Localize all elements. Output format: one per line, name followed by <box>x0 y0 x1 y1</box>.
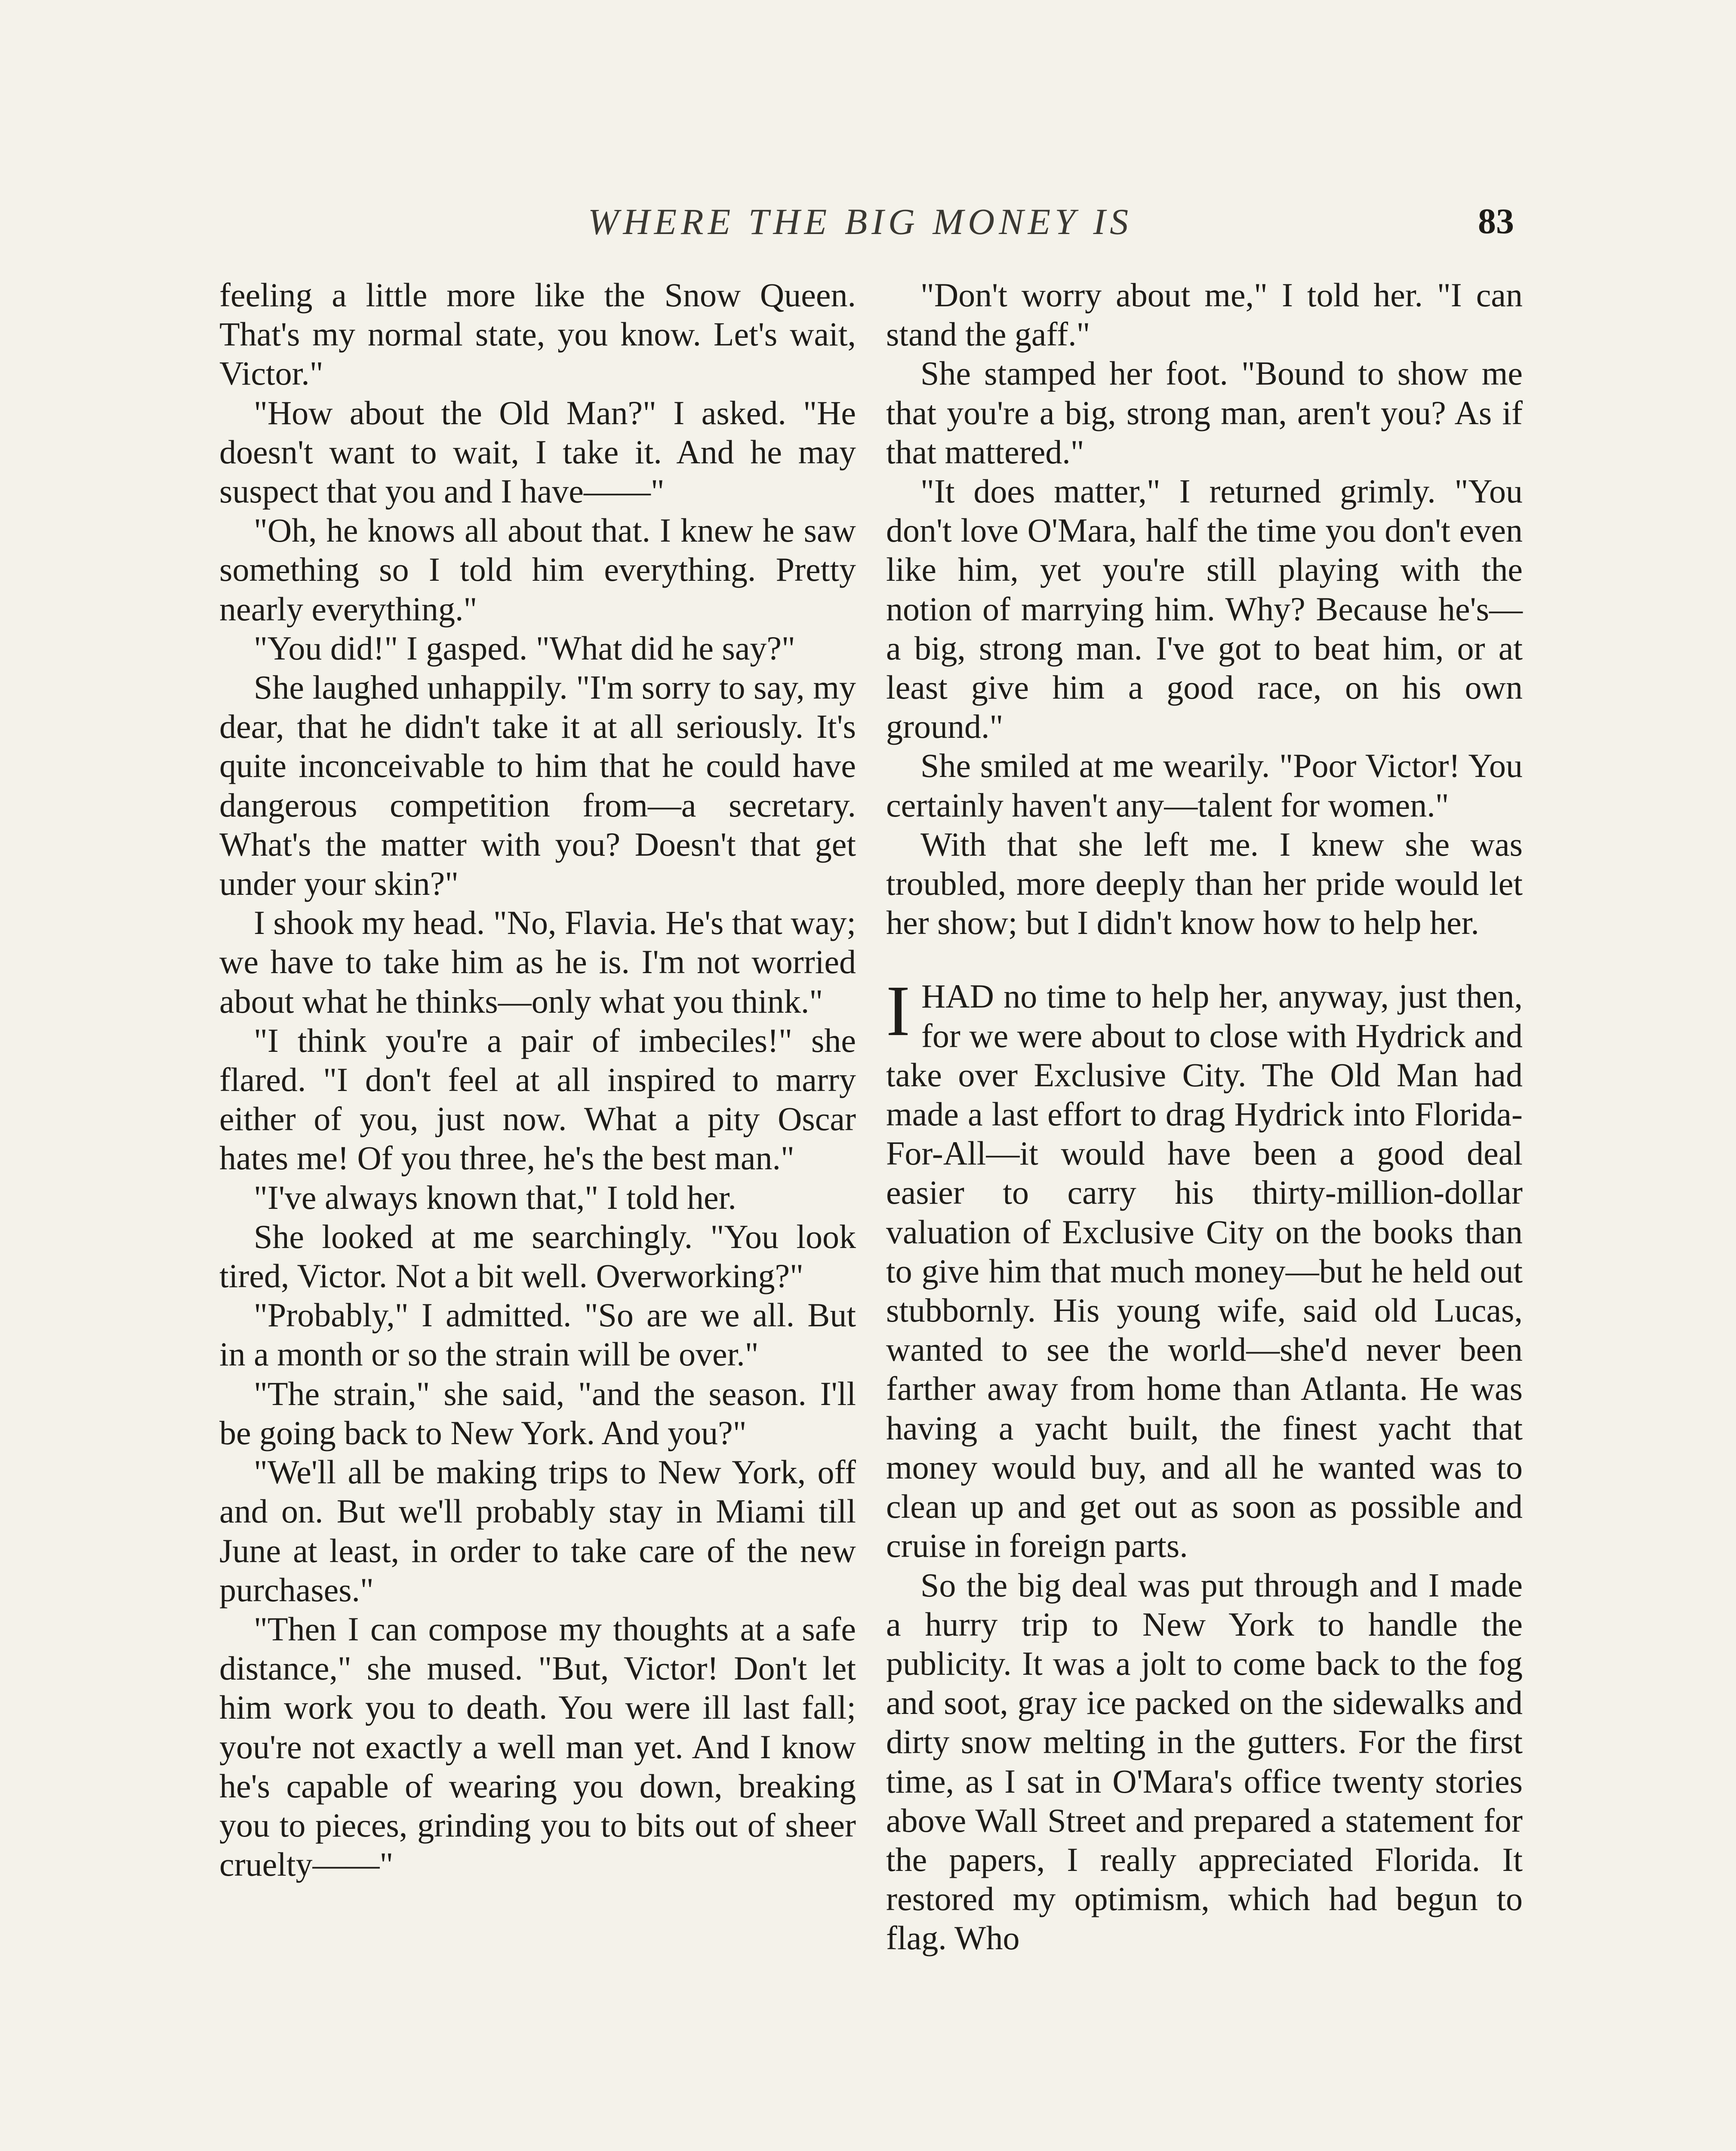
paragraph: So the big deal was put through and I made a hurry trip to New York to handle the publicity. It was a jolt to come back to the fog and soot, gray ice packed on the sidewalks and dirty snow melting in the gutters. For the first time, as I sat in O'Mara's office twenty stories above Wall Street and prepared a statement for the papers, I really appreciated Florida. It restored my optimism, which had begun to flag. Who <box>886 1566 1523 1957</box>
paragraph: She looked at me searchingly. "You look tired, Victor. Not a bit well. Overworking?" <box>219 1217 856 1295</box>
paragraph: With that she left me. I knew she was troubled, more deeply than her pride would let her show; but I didn't know how to help her. <box>886 825 1523 942</box>
section-opening-paragraph <box>886 971 1523 1565</box>
left-column <box>219 275 856 1884</box>
paragraph: "I've always known that," I told her. <box>254 1178 736 1216</box>
paragraph: "Oh, he knows all about that. I knew he saw something so I told him everything. Pretty nearly everything." <box>219 512 856 628</box>
paragraph: I shook my head. "No, Flavia. He's that way; we have to take him as he is. I'm not worried about what he thinks—only what you think." <box>219 904 856 1020</box>
running-title: WHERE THE BIG MONEY IS <box>588 201 1133 242</box>
paragraph-text: HAD no time to help her, anyway, just then, for we were about to close with Hydrick and take over Exclusive City. The Old Man had made a last effort to drag Hydrick into Florida-For-All—it would have been a good deal easier to carry his thirty-million-dollar valuation of Exclusive City on the books than to give him that much money—but he held out stubbornly. His young wife, said old Lucas, wanted to see the world—she'd never been farther away from home than Atlanta. He was having a yacht built, the finest yacht that money would buy, and all he wanted was to clean up and get out as soon as possible and cruise in foreign parts. <box>886 977 1523 1565</box>
right-column <box>886 275 1523 1958</box>
running-head <box>206 196 1514 256</box>
paragraph: "The strain," she said, "and the season. I'll be going back to New York. And you?" <box>219 1374 856 1451</box>
paragraph: "We'll all be making trips to New York, off and on. But we'll probably stay in Miami till June at least, in order to take care of the new purchases." <box>219 1453 856 1609</box>
drop-cap: I <box>886 971 910 1051</box>
paragraph: feeling a little more like the Snow Queen. That's my normal state, you know. Let's wait, Victor." <box>219 276 856 392</box>
paragraph: "You did!" I gasped. "What did he say?" <box>254 629 795 667</box>
paragraph: "Probably," I admitted. "So are we all. But in a month or so the strain will be over." <box>219 1296 856 1373</box>
paragraph: She stamped her foot. "Bound to show me that you're a big, strong man, aren't you? As if that mattered." <box>886 354 1523 471</box>
paragraph: She laughed unhappily. "I'm sorry to say, my dear, that he didn't take it at all seriously. It's quite inconceivable to him that he could have dangerous competition from—a secretary. What's the matter with you? Doesn't that get under your skin?" <box>219 669 856 903</box>
paragraph: "Don't worry about me," I told her. "I can stand the gaff." <box>886 276 1523 353</box>
page-number: 83 <box>1478 201 1514 241</box>
paragraph: "It does matter," I returned grimly. "You don't love O'Mara, half the time you don't even like him, yet you're still playing with the notion of marrying him. Why? Because he's—a big, strong man. I've got to beat him, or at least give him a good race, on his own ground." <box>886 472 1523 746</box>
paragraph: "Then I can compose my thoughts at a safe distance," she mused. "But, Victor! Don't let him work you to death. You were ill last fall; you're not exactly a well man yet. And I know he's capable of wearing you down, breaking you to pieces, grinding you to bits out of sheer cruelty——" <box>219 1610 856 1883</box>
paragraph: She smiled at me wearily. "Poor Victor! You certainly haven't any—talent for women." <box>886 747 1523 824</box>
paragraph: "I think you're a pair of imbeciles!" she flared. "I don't feel at all inspired to marry either of you, just now. What a pity Oscar hates me! Of you three, he's the best man." <box>219 1021 856 1177</box>
paragraph: "How about the Old Man?" I asked. "He doesn't want to wait, I take it. And he may suspect that you and I have——" <box>219 394 856 510</box>
